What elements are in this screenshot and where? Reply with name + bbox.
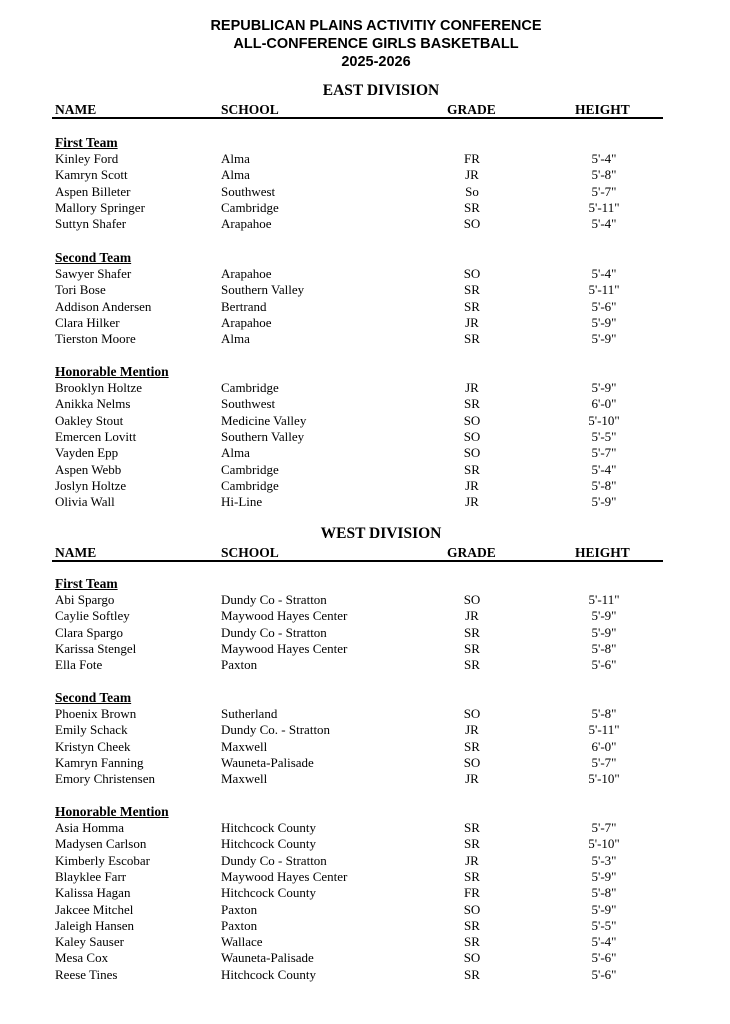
column-header-height: HEIGHT [575, 545, 630, 560]
player-height: 5'-4" [591, 934, 617, 949]
player-row [0, 266, 730, 282]
player-row [0, 934, 730, 950]
player-school: Southern Valley [221, 429, 305, 444]
player-name: Aspen Webb [55, 462, 122, 477]
player-row [0, 413, 730, 429]
player-height: 5'-11" [588, 282, 620, 297]
player-height: 5'-8" [591, 885, 617, 900]
player-name: Jakcee Mitchel [55, 902, 134, 917]
player-row [0, 494, 730, 510]
player-school: Paxton [221, 657, 258, 672]
player-name: Jaleigh Hansen [55, 918, 135, 933]
player-grade: SR [464, 625, 480, 640]
player-height: 5'-9" [591, 869, 617, 884]
player-school: Paxton [221, 902, 258, 917]
player-row [0, 167, 730, 183]
player-name: Oakley Stout [55, 413, 124, 428]
player-row [0, 755, 730, 771]
player-height: 5'-7" [591, 445, 617, 460]
player-height: 5'-7" [591, 820, 617, 835]
player-row [0, 396, 730, 412]
player-row [0, 184, 730, 200]
player-name: Addison Andersen [55, 299, 152, 314]
player-grade: SR [464, 641, 480, 656]
player-grade: JR [465, 315, 479, 330]
player-height: 5'-4" [591, 216, 617, 231]
player-height: 5'-7" [591, 755, 617, 770]
player-grade: SR [464, 820, 480, 835]
player-grade: JR [465, 167, 479, 182]
player-grade: SO [463, 592, 481, 607]
player-school: Hitchcock County [221, 885, 316, 900]
player-height: 5'-6" [591, 299, 617, 314]
player-row [0, 331, 730, 347]
player-row [0, 200, 730, 216]
player-name: Madysen Carlson [55, 836, 147, 851]
player-height: 6'-0" [591, 739, 617, 754]
player-height: 5'-9" [591, 315, 617, 330]
report-title: ALL-CONFERENCE GIRLS BASKETBALL [233, 36, 519, 52]
player-row [0, 299, 730, 315]
player-row [0, 282, 730, 298]
player-name: Emercen Lovitt [55, 429, 137, 444]
player-name: Mesa Cox [55, 950, 109, 965]
column-header-grade: GRADE [447, 102, 496, 117]
player-school: Hitchcock County [221, 967, 316, 982]
player-grade: SR [464, 462, 480, 477]
player-name: Kalissa Hagan [55, 885, 131, 900]
player-school: Dundy Co - Stratton [221, 853, 327, 868]
player-name: Brooklyn Holtze [55, 380, 143, 395]
player-name: Sawyer Shafer [55, 266, 132, 281]
player-school: Wauneta-Palisade [221, 755, 314, 770]
player-row [0, 722, 730, 738]
player-school: Cambridge [221, 200, 279, 215]
player-name: Phoenix Brown [55, 706, 137, 721]
player-name: Karissa Stengel [55, 641, 137, 656]
player-grade: JR [465, 608, 479, 623]
player-school: Dundy Co - Stratton [221, 625, 327, 640]
player-school: Hi-Line [221, 494, 263, 509]
team-heading: Honorable Mention [55, 364, 169, 379]
player-height: 5'-4" [591, 462, 617, 477]
column-header-school: SCHOOL [221, 102, 279, 117]
player-school: Arapahoe [221, 216, 272, 231]
player-grade: SO [463, 266, 481, 281]
player-name: Asia Homma [55, 820, 124, 835]
column-header-height: HEIGHT [575, 102, 630, 117]
player-row [0, 641, 730, 657]
player-school: Cambridge [221, 478, 279, 493]
player-name: Kaley Sauser [55, 934, 124, 949]
player-height: 5'-6" [591, 950, 617, 965]
player-school: Dundy Co. - Stratton [221, 722, 331, 737]
player-name: Suttyn Shafer [55, 216, 127, 231]
player-grade: SO [463, 755, 481, 770]
player-school: Arapahoe [221, 315, 272, 330]
division-title: WEST DIVISION [320, 525, 442, 542]
player-grade: JR [465, 380, 479, 395]
player-grade: JR [465, 853, 479, 868]
player-name: Kristyn Cheek [55, 739, 131, 754]
player-grade: JR [465, 494, 479, 509]
player-grade: SO [463, 706, 481, 721]
division-title: EAST DIVISION [322, 82, 440, 99]
player-height: 5'-10" [588, 771, 620, 786]
player-school: Alma [221, 445, 250, 460]
player-school: Alma [221, 331, 250, 346]
column-header-name: NAME [55, 102, 97, 117]
player-name: Kimberly Escobar [55, 853, 150, 868]
player-grade: SR [464, 200, 480, 215]
player-grade: SR [464, 282, 480, 297]
player-height: 5'-7" [591, 184, 617, 199]
player-grade: JR [465, 771, 479, 786]
player-row [0, 771, 730, 787]
player-height: 5'-9" [591, 494, 617, 509]
player-grade: SR [464, 396, 480, 411]
player-row [0, 885, 730, 901]
header-divider-line [52, 560, 663, 562]
player-name: Emily Schack [55, 722, 128, 737]
player-height: 5'-9" [591, 608, 617, 623]
player-name: Tori Bose [55, 282, 106, 297]
player-grade: SR [464, 967, 480, 982]
player-row [0, 706, 730, 722]
player-grade: So [465, 184, 479, 199]
team-heading: Second Team [55, 250, 132, 265]
player-height: 5'-9" [591, 625, 617, 640]
player-school: Southwest [221, 184, 276, 199]
player-school: Cambridge [221, 462, 279, 477]
player-school: Dundy Co - Stratton [221, 592, 327, 607]
header-divider-line [52, 117, 663, 119]
player-height: 5'-5" [591, 429, 617, 444]
conference-title: REPUBLICAN PLAINS ACTIVITIY CONFERENCE [210, 18, 542, 34]
player-row [0, 151, 730, 167]
player-name: Clara Hilker [55, 315, 120, 330]
player-name: Blayklee Farr [55, 869, 127, 884]
player-school: Alma [221, 151, 250, 166]
player-name: Emory Christensen [55, 771, 156, 786]
player-school: Bertrand [221, 299, 267, 314]
player-name: Clara Spargo [55, 625, 123, 640]
player-name: Ella Fote [55, 657, 103, 672]
player-height: 5'-4" [591, 266, 617, 281]
player-height: 5'-6" [591, 967, 617, 982]
player-row [0, 608, 730, 624]
player-grade: SR [464, 331, 480, 346]
player-row [0, 836, 730, 852]
player-grade: JR [465, 722, 479, 737]
player-grade: SO [463, 429, 481, 444]
player-row [0, 315, 730, 331]
player-grade: SR [464, 869, 480, 884]
player-school: Hitchcock County [221, 836, 316, 851]
player-school: Cambridge [221, 380, 279, 395]
column-header-grade: GRADE [447, 545, 496, 560]
player-name: Kamryn Fanning [55, 755, 144, 770]
player-name: Kamryn Scott [55, 167, 128, 182]
player-grade: SR [464, 836, 480, 851]
player-height: 5'-11" [588, 200, 620, 215]
player-row [0, 820, 730, 836]
player-row [0, 739, 730, 755]
player-grade: JR [465, 478, 479, 493]
player-height: 5'-8" [591, 478, 617, 493]
player-school: Sutherland [221, 706, 278, 721]
player-height: 6'-0" [591, 396, 617, 411]
player-height: 5'-4" [591, 151, 617, 166]
player-height: 5'-8" [591, 167, 617, 182]
player-row [0, 625, 730, 641]
player-name: Reese Tines [55, 967, 118, 982]
player-school: Maxwell [221, 739, 268, 754]
player-grade: SR [464, 657, 480, 672]
player-grade: FR [464, 885, 480, 900]
player-name: Aspen Billeter [55, 184, 131, 199]
player-school: Wallace [221, 934, 263, 949]
player-row [0, 902, 730, 918]
player-grade: SO [463, 445, 481, 460]
player-height: 5'-6" [591, 657, 617, 672]
player-name: Vayden Epp [55, 445, 119, 460]
player-row [0, 967, 730, 983]
player-school: Alma [221, 167, 250, 182]
player-row [0, 657, 730, 673]
player-grade: SO [463, 902, 481, 917]
team-heading: Second Team [55, 690, 132, 705]
player-row [0, 462, 730, 478]
player-school: Southwest [221, 396, 276, 411]
player-height: 5'-10" [588, 836, 620, 851]
player-name: Olivia Wall [55, 494, 115, 509]
player-height: 5'-9" [591, 331, 617, 346]
team-heading: First Team [55, 135, 118, 150]
player-name: Joslyn Holtze [55, 478, 127, 493]
player-height: 5'-8" [591, 706, 617, 721]
player-row [0, 429, 730, 445]
player-height: 5'-11" [588, 722, 620, 737]
player-school: Hitchcock County [221, 820, 316, 835]
player-row [0, 380, 730, 396]
player-name: Anikka Nelms [55, 396, 131, 411]
player-school: Maywood Hayes Center [221, 608, 348, 623]
player-school: Maywood Hayes Center [221, 869, 348, 884]
player-grade: SO [463, 950, 481, 965]
player-school: Paxton [221, 918, 258, 933]
player-row [0, 478, 730, 494]
column-header-school: SCHOOL [221, 545, 279, 560]
player-school: Southern Valley [221, 282, 305, 297]
player-row [0, 592, 730, 608]
team-heading: Honorable Mention [55, 804, 169, 819]
player-row [0, 853, 730, 869]
player-school: Wauneta-Palisade [221, 950, 314, 965]
player-row [0, 216, 730, 232]
player-grade: SR [464, 918, 480, 933]
player-grade: SO [463, 413, 481, 428]
player-grade: SR [464, 739, 480, 754]
player-name: Mallory Springer [55, 200, 145, 215]
player-name: Abi Spargo [55, 592, 115, 607]
column-header-name: NAME [55, 545, 97, 560]
player-school: Maywood Hayes Center [221, 641, 348, 656]
player-grade: SR [464, 934, 480, 949]
player-height: 5'-9" [591, 902, 617, 917]
player-school: Arapahoe [221, 266, 272, 281]
player-height: 5'-8" [591, 641, 617, 656]
player-name: Tierston Moore [55, 331, 136, 346]
player-school: Medicine Valley [221, 413, 307, 428]
player-row [0, 918, 730, 934]
player-height: 5'-3" [591, 853, 617, 868]
player-row [0, 445, 730, 461]
player-grade: SO [463, 216, 481, 231]
player-row [0, 950, 730, 966]
team-heading: First Team [55, 576, 118, 591]
player-height: 5'-10" [588, 413, 620, 428]
player-school: Maxwell [221, 771, 268, 786]
player-height: 5'-9" [591, 380, 617, 395]
player-grade: FR [464, 151, 480, 166]
player-name: Caylie Softley [55, 608, 130, 623]
player-grade: SR [464, 299, 480, 314]
player-height: 5'-11" [588, 592, 620, 607]
player-row [0, 869, 730, 885]
season-year: 2025-2026 [341, 54, 411, 70]
player-name: Kinley Ford [55, 151, 119, 166]
player-height: 5'-5" [591, 918, 617, 933]
